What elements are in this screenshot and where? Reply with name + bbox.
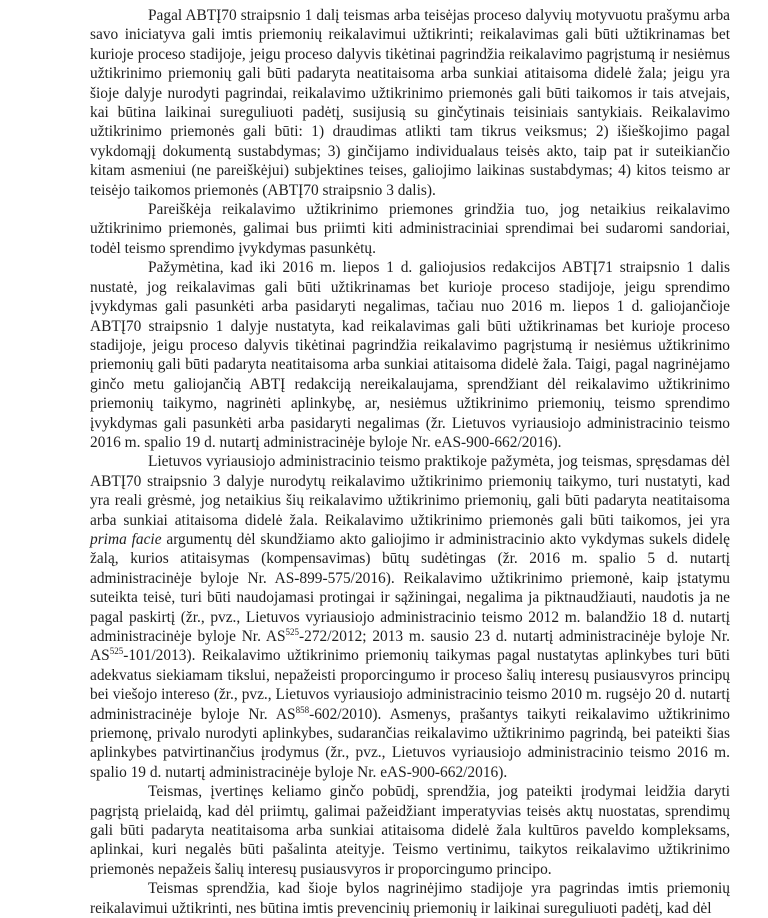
italic-text: prima facie (90, 530, 162, 548)
paragraph (90, 258, 730, 452)
document-body (90, 6, 730, 918)
paragraph-text: Pagal ABTĮ70 straipsnio 1 dalį teismas arba teisėjas proceso dalyvių motyvuotu prašymu arba savo iniciatyva gali imtis priemonių reikalavimui užtikrinti; reikalavimas gali būti užtikrinamas bet kurioje proceso stadijoje, jeigu proceso dalyvis tikėtinai pagrindžia reikalavimo pagrįstumą ir nesiėmus užtikrinimo priemonių gali būti padaryta neatitaisoma arba sunkiai atitaisoma didelė žala; jeigu yra šioje dalyje nurodyti pagrindai, reikalavimo užtikrinimo priemonės gali būti taikomos ir tais atvejais, kai būtina laikinai sureguliuoti padėtį, susijusią su ginčytinais teisiniais santykiais. Reikalavimo užtikrinimo priemonės gali būti: 1) draudimas atlikti tam tikrus veiksmus; 2) išieškojimo pagal vykdomąjį dokumentą sustabdymas; 3) ginčijamo individualaus teisės akto, taip pat ir suteikiančio kitam asmeniui (ne pareiškėjui) subjektines teises, galiojimo laikinas sustabdymas; 4) kitos teismo ar teisėjo taikomos priemonės (ABTĮ70 straipsnio 3 dalis). (90, 7, 730, 199)
superscript-text: 525 (109, 646, 124, 657)
paragraph-text: -272/2012; 2013 m. sausio 23 d. nutartį administracinėje byloje Nr. AS (90, 628, 730, 665)
paragraph (90, 452, 730, 782)
superscript-text: 525 (285, 626, 300, 637)
paragraph-text: Lietuvos vyriausiojo administracinio teismo praktikoje pažymėta, jog teismas, spręsdamas dėl ABTĮ70 straipsnio 3 dalyje nurodytų reikalavimo užtikrinimo priemonių taikymo, turi nustatyti, kad yra reali grėsmė, jog netaikius šių reikalavimo užtikrinimo priemonių, gali būti padaryta neatitaisoma arba sunkiai atitaisoma didelė žala. Reikalavimo užtikrinimo priemonės gali būti taikomos, jei yra (90, 453, 730, 529)
superscript-text: 858 (295, 704, 310, 715)
paragraph (90, 782, 730, 879)
paragraph-text: -101/2013). Reikalavimo užtikrinimo priemonių taikymas pagal nustatytas aplinkybes turi būti adekvatus siekiamam tikslui, nepažeisti proporcingumo ir proceso šalių interesų pusiausvyros principų bei viešojo intereso (žr., pvz., Lietuvos vyriausiojo administracinio teismo 2010 m. rugsėjo 20 d. nutartį administracinėje byloje Nr. AS (90, 647, 730, 723)
paragraph-text: Teismas sprendžia, kad šioje bylos nagrinėjimo stadijoje yra pagrindas imtis priemonių reikalavimui užtikrinti, nes būtina imtis prevencinių priemonių ir laikinai sureguliuoti padėtį, kad dėl (90, 880, 730, 917)
paragraph (90, 200, 730, 258)
paragraph-text: -602/2010). Asmenys, prašantys taikyti reikalavimo užtikrinimo priemonę, privalo nurodyti aplinkybes, sudarančias reikalavimo užtikrinimo pagrindą, bei pateikti šias aplinkybes patvirtinančius įrodymus (žr., pvz., Lietuvos vyriausiojo administracinio teismo 2016 m. spalio 19 d. nutartį administracinėje byloje Nr. eAS-900-662/2016). (90, 705, 730, 781)
paragraph-text: Pareiškėja reikalavimo užtikrinimo priemones grindžia tuo, jog netaikius reikalavimo užtikrinimo priemonės, galimai bus priimti kiti administraciniai sprendimai bei sudaromi sandoriai, todėl teismo sprendimo įvykdymas pasunkėtų. (90, 201, 730, 257)
paragraph-text: Teismas, įvertinęs keliamo ginčo pobūdį, sprendžia, jog pateikti įrodymai leidžia daryti pagrįstą prielaidą, kad dėl priimtų, galimai pažeidžiant imperatyvias teisės aktų nuostatas, sprendimų gali būti padaryta neatitaisoma arba sunkiai atitaisoma didelė žala kultūros paveldo kompleksams, aplinkai, kuri negalės būti pašalinta ateityje. Teismo vertinimu, taikytos reikalavimo užtikrinimo priemonės nepažeis šalių interesų pusiausvyros ir proporcingumo principo. (90, 783, 730, 878)
paragraph (90, 879, 730, 918)
paragraph-text: Pažymėtina, kad iki 2016 m. liepos 1 d. galiojusios redakcijos ABTĮ71 straipsnio 1 dalis nustatė, jog reikalavimas gali būti užtikrinamas bet kurioje proceso stadijoje, jeigu sprendimo įvykdymas gali pasunkėti arba pasidaryti negalimas, tačiau nuo 2016 m. liepos 1 d. galiojančioje ABTĮ70 straipsnio 1 dalyje nustatyta, kad reikalavimas gali būti užtikrinamas bet kurioje proceso stadijoje, jeigu proceso dalyvis tikėtinai pagrindžia reikalavimo pagrįstumą ir nesiėmus užtikrinimo priemonių gali būti padaryta neatitaisoma arba sunkiai atitaisoma didelė žala. Taigi, pagal nagrinėjamo ginčo metu galiojančią ABTĮ redakciją nereikalaujama, sprendžiant dėl reikalavimo užtikrinimo priemonių taikymo, nagrinėti aplinkybę, ar, nesiėmus užtikrinimo priemonių, teismo sprendimo įvykdymas gali pasunkėti arba pasidaryti negalimas (žr. Lietuvos vyriausiojo administracinio teismo 2016 m. spalio 19 d. nutartį administracinėje byloje Nr. eAS-900-662/2016). (90, 259, 730, 451)
paragraph (90, 6, 730, 200)
paragraph-text: argumentų dėl skundžiamo akto galiojimo ir administracinio akto vykdymas sukels didelę žalą, kurios atitaisymas (kompensavimas) būtų sudėtingas (žr. 2016 m. spalio 5 d. nutartį administracinėje byloje Nr. AS-899-575/2016). Reikalavimo užtikrinimo priemonė, kaip įstatymu suteikta teisė, turi būti naudojamasi protingai ir sąžiningai, negalima ja piktnaudžiauti, naudotis ja ne pagal paskirtį (žr., pvz., Lietuvos vyriausiojo administracinio teismo 2012 m. balandžio 18 d. nutartį administracinėje byloje Nr. AS (90, 530, 730, 645)
